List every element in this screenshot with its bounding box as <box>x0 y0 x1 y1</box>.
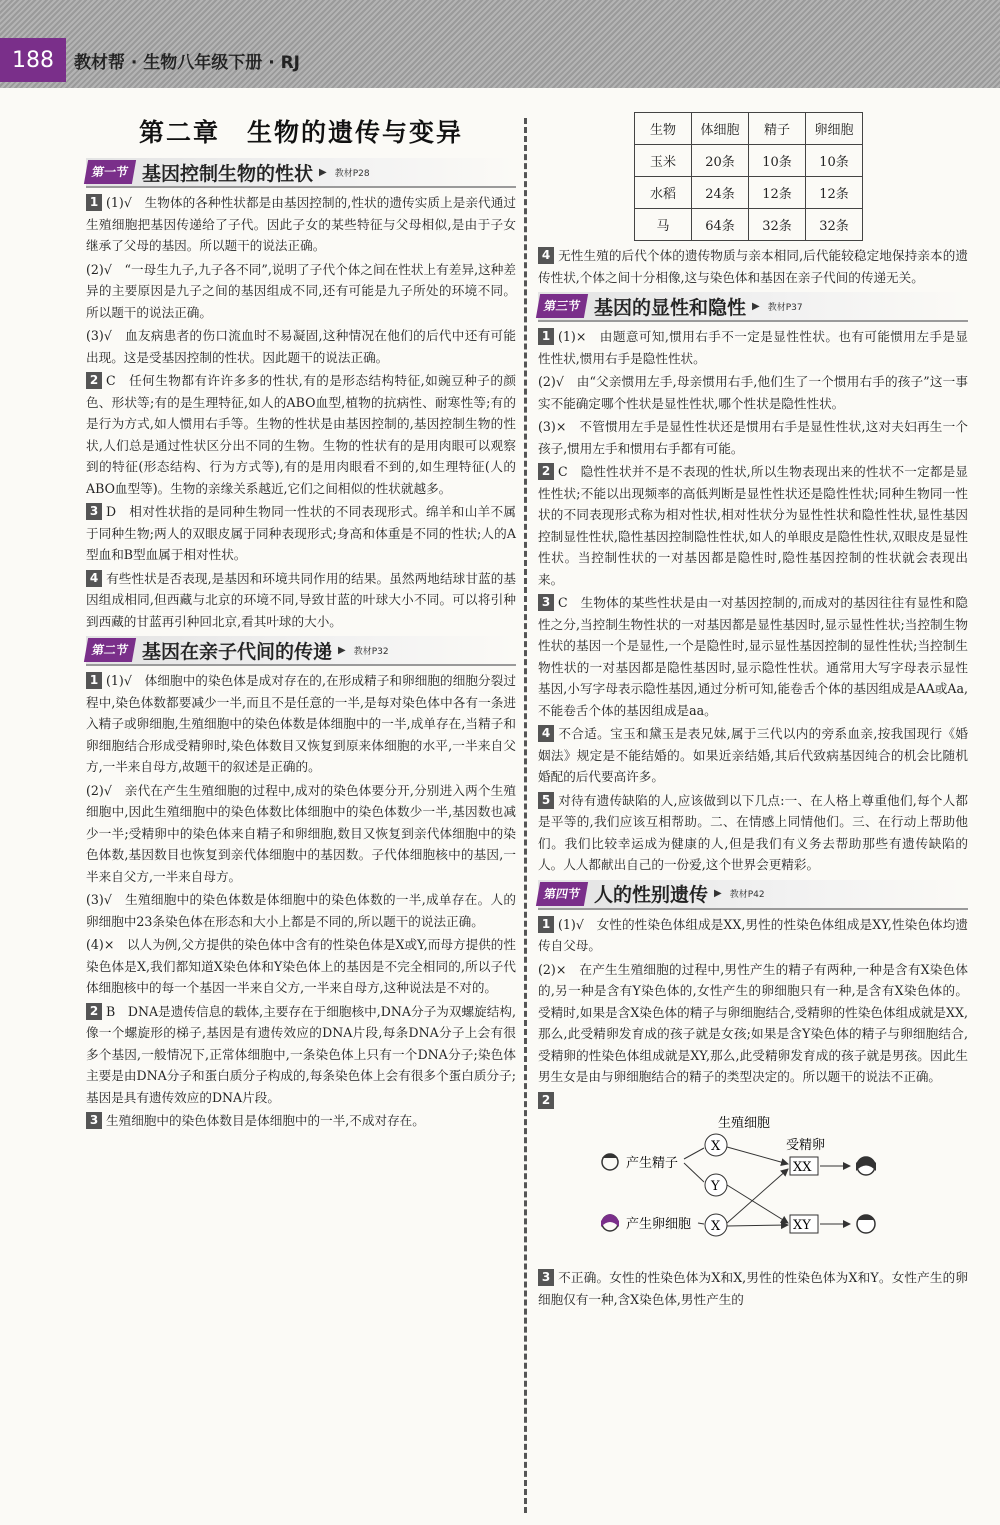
book-title: 教材帮 · 生物八年级下册 · RJ <box>74 53 301 73</box>
egg-cell-x <box>705 1214 727 1236</box>
sperm-cell-x <box>705 1134 727 1156</box>
answer-text: (2)√ 亲代在产生生殖细胞的过程中,成对的染色体要分开,分别进入两个生殖细胞中,因此生殖细胞中的染色体数比体细胞中的染色体数少一半,基因数也减少一半;受精卵中的染色体来自精子和卵细胞,数目又恢复到亲代体细胞中的染色体数,基因数目也恢复到亲代体细胞中的基因数。子代体细胞核中的基因,一半来自父方,一半来自母方。 <box>86 782 516 884</box>
answer-item <box>538 461 968 590</box>
table-header-row <box>635 113 863 145</box>
section-2-answers <box>86 670 516 1132</box>
section-1-answers <box>86 192 516 632</box>
answer-item <box>538 592 968 721</box>
answer-item <box>86 1001 516 1109</box>
answer-text: 无性生殖的后代个体的遗传物质与亲本相同,后代能较稳定地保持亲本的遗传性状,个体之间十分相像,这与染色体和基因在亲子代间的传递无关。 <box>538 248 968 285</box>
answer-item <box>538 914 968 957</box>
answer-text: 不正确。女性的性染色体为X和X,男性的性染色体为X和Y。女性产生的卵细胞仅有一种,含X染色体,男性产生的 <box>538 1270 968 1307</box>
answer-text: (3)√ 血友病患者的伤口流血时不易凝固,这种情况在他们的后代中还有可能出现。这是受基因控制的性状。因此题干的说法正确。 <box>86 328 516 365</box>
question-number: 3 <box>86 1112 102 1129</box>
triangle-icon: ▶ <box>319 166 327 178</box>
answer-text: C 隐性性状并不是不表现的性状,所以生物表现出来的性状不一定都是显性性状;不能以出现频率的高低判断是显性性状还是隐性性状;同种生物同一性状的不同表现形式称为相对性状,相对性状分为显性性状和隐性性状,显性基因控制显性性状,隐性基因控制隐性性状,如人的单眼皮是隐性性状,双眼皮是显性性状。当控制性状的一对基因都是隐性时,隐性基因控制的性状就会表现出来。 <box>538 464 968 587</box>
answer-text: 生殖细胞中的染色体数目是体细胞中的一半,不成对存在。 <box>106 1113 425 1128</box>
page-number: 188 <box>0 38 66 82</box>
answer-text: (1)× 由题意可知,惯用右手不一定是显性性状。也有可能惯用左手是显性性状,惯用右手是隐性性状。 <box>538 329 968 366</box>
cell-label: X <box>711 1139 721 1154</box>
table-cell: 马 <box>635 209 692 241</box>
answer-text: C 生物体的某些性状是由一对基因控制的,而成对的基因往往有显性和隐性之分,当控制生物性状的一对基因都是显性基因时,显示显性性状;当控制生物性状的基因一个是显性,一个是隐性时,显示显性基因控制的显性性状;当控制生物性状的一对基因都是隐性基因时,显示隐性性状。通常用大写字母表示显性基因,小写字母表示隐性基因,通过分析可知,能卷舌个体的基因组成是AA或Aa,不能卷舌个体的基因组成是aa。 <box>538 595 968 718</box>
answer-item <box>538 416 968 459</box>
section-badge: 第一节 <box>84 160 136 184</box>
girl-icon <box>856 1157 876 1175</box>
table-header-cell: 精子 <box>749 113 806 145</box>
answer-text: 有些性状是否表现,是基因和环境共同作用的结果。虽然两地结球甘蓝的基因组成相同,但西藏与北京的环境不同,导致甘蓝的叶球大小不同。可以将引种到西藏的甘蓝再引种回北京,看其叶球的大小。 <box>86 570 516 629</box>
triangle-icon: ▶ <box>714 888 722 899</box>
table-cell: 10条 <box>806 145 863 177</box>
question-number: 2 <box>538 1092 554 1109</box>
answer-text: (1)√ 体细胞中的染色体是成对存在的,在形成精子和卵细胞的细胞分裂过程中,染色体数都要减少一半,而且不是任意的一半,是每对染色体中各有一条进入精子或卵细胞,生殖细胞中的染色体数是体细胞中的一半,成单存在,当精子和卵细胞结合形成受精卵时,染色体数目又恢复到原来体细胞的水平,一半来自父方,一半来自母方,故题干的叙述是正确的。 <box>86 673 516 774</box>
table-cell: 20条 <box>692 145 749 177</box>
answer-text: (4)× 以人为例,父方提供的染色体中含有的性染色体是X或Y,而母方提供的性染色体是X,我们都知道X染色体和Y染色体上的基因是不完全相同的,所以子代体细胞核中的每一个基因一半来自父方,一半来自母方,这种说法是不对的。 <box>86 937 516 995</box>
section-header-3 <box>538 292 968 322</box>
sperm-cell-y <box>705 1174 727 1196</box>
section-title: 基因的显性和隐性 <box>594 296 747 319</box>
answer-item <box>538 790 968 876</box>
question-number: 1 <box>86 672 102 689</box>
cell-label: Y <box>711 1179 720 1194</box>
question-number: 1 <box>538 328 554 345</box>
column-divider <box>524 118 527 1513</box>
section-badge: 第四节 <box>536 882 588 906</box>
diagram-title: 生殖细胞 <box>718 1116 771 1131</box>
textbook-ref: 教材P32 <box>353 646 389 657</box>
answer-text: (2)√ “一母生九子,九子各不同”,说明了子代个体之间在性状上有差异,这种差异的主要原因是九子之间的基因组成不同,还有可能是九子所处的环境不同。所以题干的说法正确。 <box>86 261 516 320</box>
question-number: 2 <box>86 1003 102 1020</box>
section-4-answer-3 <box>538 1267 968 1310</box>
boy-icon <box>857 1215 875 1233</box>
answer-item <box>86 370 516 499</box>
table-header-cell: 体细胞 <box>692 113 749 145</box>
answer-text: (2)× 在产生生殖细胞的过程中,男性产生的精子有两种,一种是含有X染色体的,另一种是含有Y染色体的,女性产生的卵细胞只有一种,是含有X染色体的。受精时,如果是含X染色体的精子与卵细胞结合,受精卵的性染色体组成就是XX,那么,此受精卵发育成的孩子就是女孩;如果是含Y染色体的精子与卵细胞结合,受精卵的性染色体组成就是XY,那么,此受精卵发育成的孩子就是男孩。因此生男生女是由与卵细胞结合的精子的类型决定的。所以题干的说法不正确。 <box>538 961 968 1084</box>
answer-item <box>86 568 516 633</box>
question-number: 1 <box>538 916 554 933</box>
section-badge: 第三节 <box>536 294 588 318</box>
answer-item <box>538 326 968 369</box>
answer-item <box>86 670 516 778</box>
triangle-icon: ▶ <box>752 300 760 312</box>
zygote-value: XY <box>793 1218 811 1233</box>
question-number: 4 <box>538 725 554 742</box>
question-number: 3 <box>86 503 102 520</box>
answer-text: D 相对性状指的是同种生物同一性状的不同表现形式。绵羊和山羊不属于同种生物;两人的双眼皮属于同种表现形式;身高和体重是不同的性状;人的A型血和B型血属于相对性状。 <box>86 504 516 562</box>
chapter-title: 第二章 生物的遗传与变异 <box>138 118 463 147</box>
table-cell: 32条 <box>749 209 806 241</box>
answer-item <box>538 1267 968 1310</box>
answer-item <box>538 723 968 788</box>
section-title: 基因在亲子代间的传递 <box>142 640 333 663</box>
answer-item <box>86 325 516 368</box>
table-cell: 32条 <box>806 209 863 241</box>
section-header-2 <box>86 636 516 666</box>
zygote-value: XX <box>793 1160 812 1175</box>
question-number: 3 <box>538 594 554 611</box>
section-badge: 第二节 <box>84 638 136 662</box>
question-number: 4 <box>538 247 554 264</box>
male-person-icon <box>602 1154 618 1171</box>
answer-text: (2)√ 由“父亲惯用左手,母亲惯用右手,他们生了一个惯用右手的孩子”这一事实不能确定哪个性状是显性性状,哪个性状是隐性性状。 <box>538 374 968 411</box>
answer-item <box>86 780 516 888</box>
zygote-label: 受精卵 <box>786 1138 826 1153</box>
section-title: 基因控制生物的性状 <box>142 162 314 185</box>
table-cell: 64条 <box>692 209 749 241</box>
table-cell: 玉米 <box>635 145 692 177</box>
answer-text: 对待有遗传缺陷的人,应该做到以下几点:一、在人格上尊重他们,每个人都是平等的,我们应该互相帮助。二、在情感上同情他们。三、在行动上帮助他们。我们比较幸运成为健康的人,但是我们有义务去帮助那些有遗传缺陷的人。人人都献出自己的一份爱,这个世界会更精彩。 <box>538 792 968 872</box>
question-number: 5 <box>538 792 554 809</box>
section-header-1 <box>86 158 516 188</box>
table-header-cell: 卵细胞 <box>806 113 863 145</box>
page-header <box>0 0 1000 88</box>
table-header-cell: 生物 <box>635 113 692 145</box>
question-number: 2 <box>86 372 102 389</box>
zygote-xy <box>790 1215 818 1233</box>
section-header-4 <box>538 880 968 910</box>
answer-item <box>538 371 968 414</box>
section-3-answers <box>538 326 968 876</box>
answer-item <box>86 1110 516 1132</box>
zygote-xx <box>790 1157 818 1175</box>
answer-item <box>86 259 516 324</box>
question-number: 3 <box>538 1269 554 1286</box>
table-cell: 12条 <box>749 177 806 209</box>
answer-item <box>538 245 968 288</box>
table-cell: 12条 <box>806 177 863 209</box>
table-cell: 24条 <box>692 177 749 209</box>
triangle-icon: ▶ <box>338 644 346 656</box>
question-number: 2 <box>538 463 554 480</box>
table-cell: 水稻 <box>635 177 692 209</box>
answer-item <box>538 1090 968 1112</box>
question-number: 4 <box>86 570 102 587</box>
table-row <box>635 177 863 209</box>
textbook-ref: 教材P37 <box>767 302 803 313</box>
right-column <box>538 112 968 1312</box>
table-row <box>635 209 863 241</box>
table-row <box>635 145 863 177</box>
answer-text: C 任何生物都有许许多多的性状,有的是形态结构特征,如豌豆种子的颜色、形状等;有的是生理特征,如人的ABO血型,植物的抗病性、耐寒性等;有的是行为方式,如人惯用右手等。生物的性状是由基因控制的,基因控制生物的性状,人们总是通过性状区分出不同的生物。生物的性状有的是用肉眼可以观察到的特征(形态结构、行为方式等),有的是用肉眼看不到的,如生理特征(人的ABO血型等)。生物的亲缘关系越近,它们之间相似的性状就越多。 <box>86 373 516 496</box>
question-number: 1 <box>86 194 102 211</box>
male-label: 产生精子 <box>626 1156 679 1171</box>
sex-inheritance-diagram <box>538 1113 968 1263</box>
answer-text: B DNA是遗传信息的载体,主要存在于细胞核中,DNA分子为双螺旋结构,像一个螺旋形的梯子,基因是有遗传效应的DNA片段,每条DNA分子上会有很多个基因,一般情况下,正常体细胞中,一条染色体上只有一个DNA分子;染色体主要是由DNA分子和蛋白质分子构成的,每条染色体上会有很多个蛋白质分子;基因是具有遗传效应的DNA片段。 <box>86 1003 516 1105</box>
textbook-ref: 教材P42 <box>729 890 765 900</box>
answer-item <box>538 959 968 1088</box>
section-title: 人的性别遗传 <box>594 884 709 906</box>
answer-text: (1)√ 生物体的各种性状都是由基因控制的,性状的遗传实质上是亲代通过生殖细胞把基因传递给了子代。因此子女的某些特征与父母相似,是由于子女继承了父母的基因。所以题干的说法正确。 <box>86 195 516 253</box>
answer-item <box>86 889 516 932</box>
section-2-answer-4 <box>538 245 968 288</box>
section-4-answers <box>538 914 968 1112</box>
left-column <box>86 110 516 1134</box>
textbook-ref: 教材P28 <box>334 168 370 179</box>
answer-item <box>86 501 516 566</box>
female-person-icon <box>601 1214 619 1231</box>
answer-item <box>86 192 516 257</box>
answer-text: 不合适。宝玉和黛玉是表兄妹,属于三代以内的旁系血亲,按我国现行《婚姻法》规定是不能结婚的。如果近亲结婚,其后代致病基因纯合的机会比随机婚配的后代要高许多。 <box>538 726 968 784</box>
answer-text: (1)√ 女性的性染色体组成是XX,男性的性染色体组成是XY,性染色体均遗传自父母。 <box>538 916 968 953</box>
cell-label: X <box>711 1219 721 1234</box>
answer-text: (3)√ 生殖细胞中的染色体数是体细胞中的染色体数的一半,成单存在。人的卵细胞中23条染色体在形态和大小上都是不同的,所以题干的说法正确。 <box>86 892 516 929</box>
female-label: 产生卵细胞 <box>626 1217 692 1232</box>
answer-text: (3)× 不管惯用左手是显性性状还是惯用右手是显性性状,这对夫妇再生一个孩子,惯用左手和惯用右手都有可能。 <box>538 419 968 456</box>
chromosome-table <box>634 112 863 241</box>
table-cell: 10条 <box>749 145 806 177</box>
answer-item <box>86 934 516 999</box>
